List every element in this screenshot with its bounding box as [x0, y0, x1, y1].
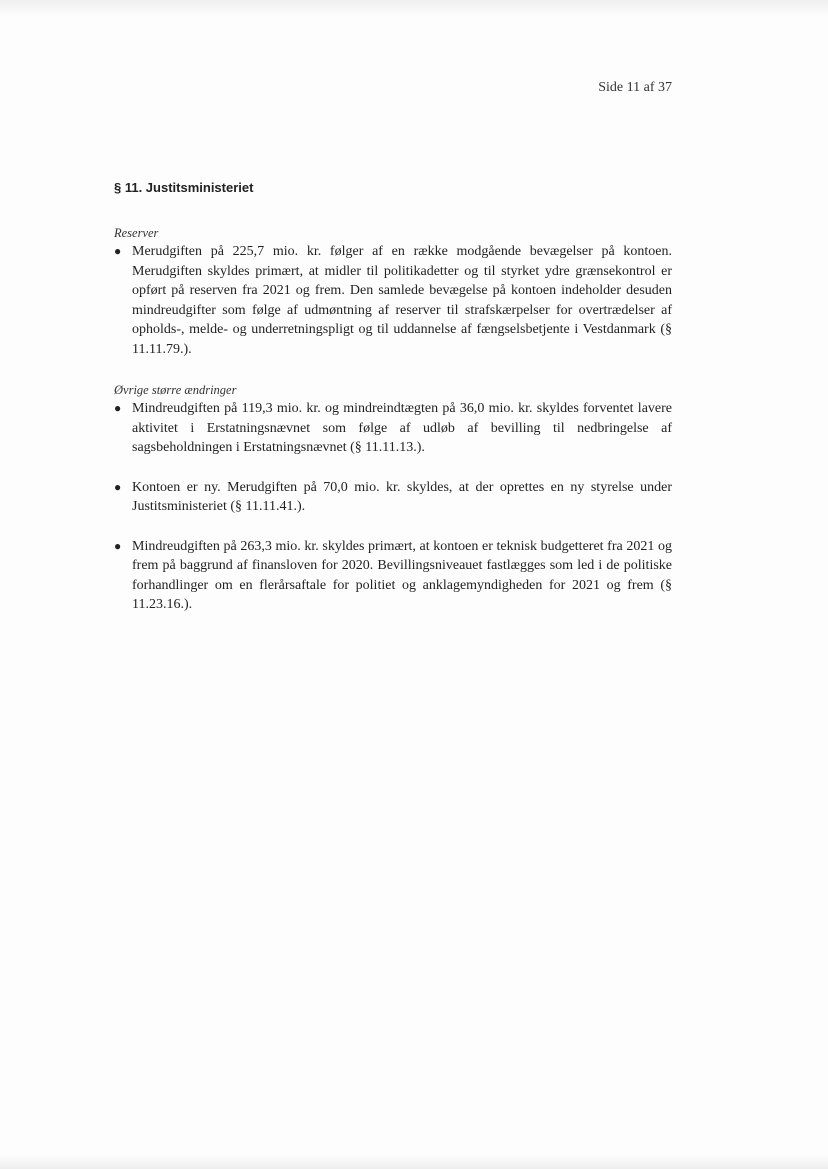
document-body: [114, 224, 672, 615]
subheading-reserver: Reserver: [114, 226, 159, 240]
bullet-item: [114, 242, 672, 359]
bullet-item: [114, 478, 672, 517]
section-title: § 11. Justitsministeriet: [114, 180, 254, 195]
group-oevrige: [114, 381, 672, 615]
bullet-icon: ●: [114, 479, 122, 494]
bullet-text: Merudgiften på 225,7 mio. kr. følger af en række modgående bevægelser på kontoen. Merudgiften skyldes primært, at midler til politikadetter og til styrket ydre grænsekontrol er opført på reserven fra 2021 og frem. Den samlede bevægelse på kontoen indeholder desuden mindreudgifter som følge af udmøntning af reserver til strafskærpelser for overtrædelser af opholds-, melde- og underretningspligt og til uddannelse af fængselsbetjente i Vestdanmark (§ 11.11.79.).: [132, 244, 672, 357]
group-reserver: [114, 224, 672, 359]
bullet-text: Kontoen er ny. Merudgiften på 70,0 mio. kr. skyldes, at der oprettes en ny styrelse under Justitsministeriet (§ 11.11.41.).: [132, 479, 672, 514]
bullet-text: Mindreudgiften på 119,3 mio. kr. og mindreindtægten på 36,0 mio. kr. skyldes forventet lavere aktivitet i Erstatningsnævnet som følge af udløb af bevilling til nedbringelse af sagsbeholdningen i Erstatningsnævnet (§ 11.11.13.).: [132, 401, 672, 455]
bullet-text: Mindreudgiften på 263,3 mio. kr. skyldes primært, at kontoen er teknisk budgetteret fra 2021 og frem på baggrund af finansloven for 2020. Bevillingsniveauet fastlægges som led i de politiske forhandlinger om en flerårsaftale for politiet og anklagemyndigheden for 2021 og frem (§ 11.23.16.).: [132, 538, 672, 612]
scan-edge-top: [0, 0, 828, 16]
bullet-icon: ●: [114, 538, 122, 553]
page-number: Side 11 af 37: [598, 80, 672, 95]
subheading-oevrige: Øvrige større ændringer: [114, 383, 237, 397]
scan-edge-bottom: [0, 1155, 828, 1169]
bullet-icon: ●: [114, 244, 122, 258]
bullet-item: [114, 399, 672, 458]
bullet-icon: ●: [114, 401, 122, 415]
bullet-item: [114, 537, 672, 615]
